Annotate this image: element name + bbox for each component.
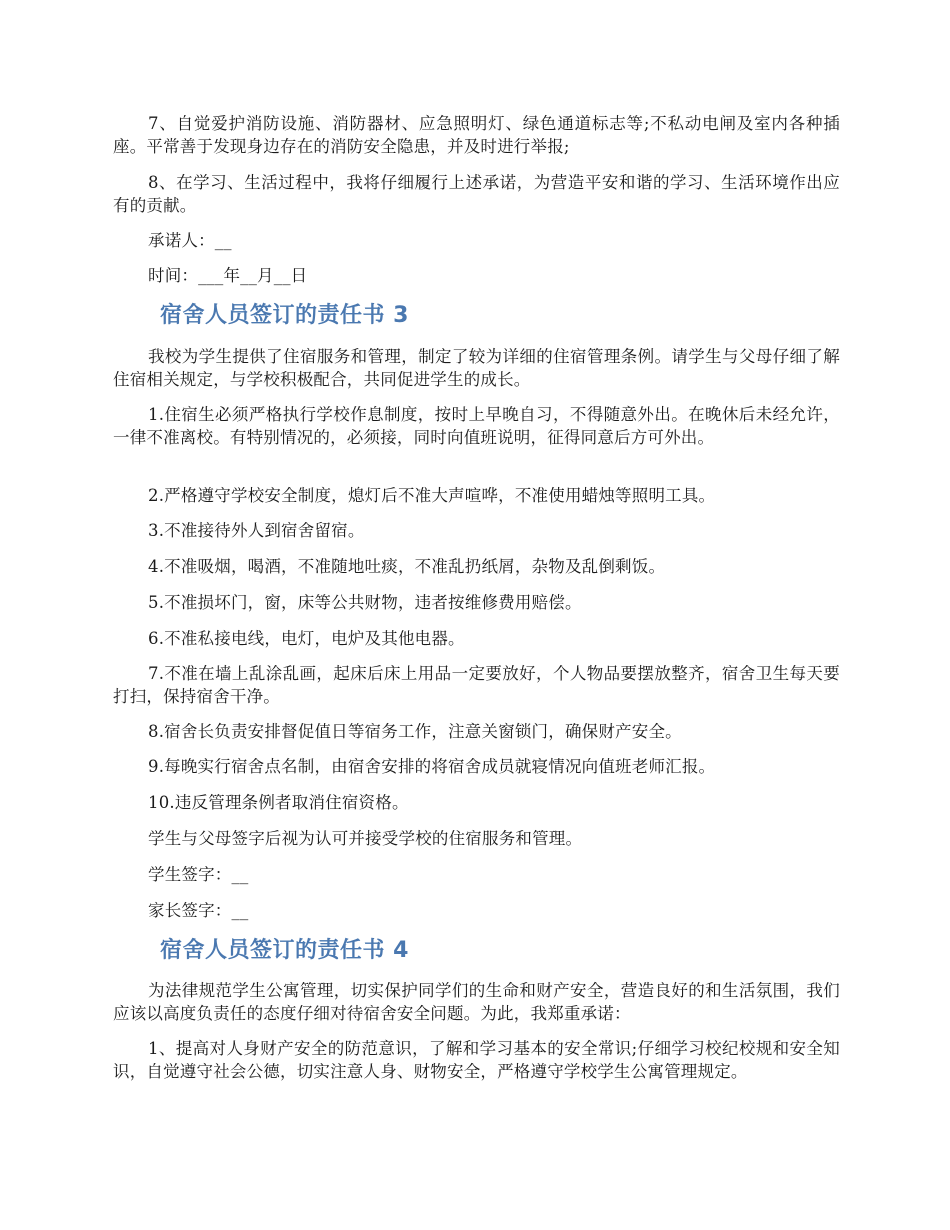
paragraph-promise-1: 1、提高对人身财产安全的防范意识，了解和学习基本的安全常识;仔细学习校纪校规和安全知识，自觉遵守社会公德，切实注意人身、财物安全，严格遵守学校学生公寓管理规定。 — [113, 1039, 840, 1081]
paragraph-commitment-7: 7、自觉爱护消防设施、消防器材、应急照明灯、绿色通道标志等;不私动电闸及室内各种插座。平常善于发现身边存在的消防安全隐患，并及时进行举报; — [113, 114, 840, 156]
promisor-signature-line: 承诺人：__ — [148, 231, 232, 250]
acceptance-statement: 学生与父母签字后视为认可并接受学校的住宿服务和管理。 — [148, 829, 583, 848]
rule-item-4: 4.不准吸烟，喝酒，不准随地吐痰，不准乱扔纸屑，杂物及乱倒剩饭。 — [148, 557, 666, 576]
paragraph-intro-3: 我校为学生提供了住宿服务和管理，制定了较为详细的住宿管理条例。请学生与父母仔细了解住宿相关规定，与学校积极配合，共同促进学生的成长。 — [113, 347, 840, 389]
rule-item-8: 8.宿舍长负责安排督促值日等宿务工作，注意关窗锁门，确保财产安全。 — [148, 722, 682, 741]
rule-item-9: 9.每晚实行宿舍点名制，由宿舍安排的将宿舍成员就寝情况向值班老师汇报。 — [148, 757, 716, 776]
paragraph-commitment-8: 8、在学习、生活过程中，我将仔细履行上述承诺，为营造平安和谐的学习、生活环境作出应有的贡献。 — [113, 173, 840, 215]
rule-item-2: 2.严格遵守学校安全制度，熄灯后不准大声喧哗，不准使用蜡烛等照明工具。 — [148, 486, 716, 505]
rule-item-10: 10.违反管理条例者取消住宿资格。 — [148, 793, 409, 812]
student-signature-line: 学生签字：__ — [148, 865, 249, 884]
rule-item-3: 3.不准接待外人到宿舍留宿。 — [148, 521, 365, 540]
parent-signature-line: 家长签字：__ — [148, 901, 249, 920]
rule-item-1: 1.住宿生必须严格执行学校作息制度，按时上早晚自习，不得随意外出。在晚休后未经允许，一律不准离校。有特别情况的，必须接，同时向值班说明，征得同意后方可外出。 — [113, 405, 840, 447]
date-line: 时间：___年__月__日 — [148, 266, 308, 285]
rule-item-5: 5.不准损坏门，窗，床等公共财物，违者按维修费用赔偿。 — [148, 593, 582, 612]
section-heading-3: 宿舍人员签订的责任书 3 — [160, 303, 409, 328]
rule-item-6: 6.不准私接电线，电灯，电炉及其他电器。 — [148, 629, 465, 648]
rule-item-7: 7.不准在墙上乱涂乱画，起床后床上用品一定要放好，个人物品要摆放整齐，宿舍卫生每天要打扫，保持宿舍干净。 — [113, 664, 840, 706]
paragraph-intro-4: 为法律规范学生公寓管理，切实保护同学们的生命和财产安全，营造良好的和生活氛围，我们应该以高度负责任的态度仔细对待宿舍安全问题。为此，我郑重承诺： — [113, 981, 840, 1023]
section-heading-4: 宿舍人员签订的责任书 4 — [160, 938, 409, 963]
